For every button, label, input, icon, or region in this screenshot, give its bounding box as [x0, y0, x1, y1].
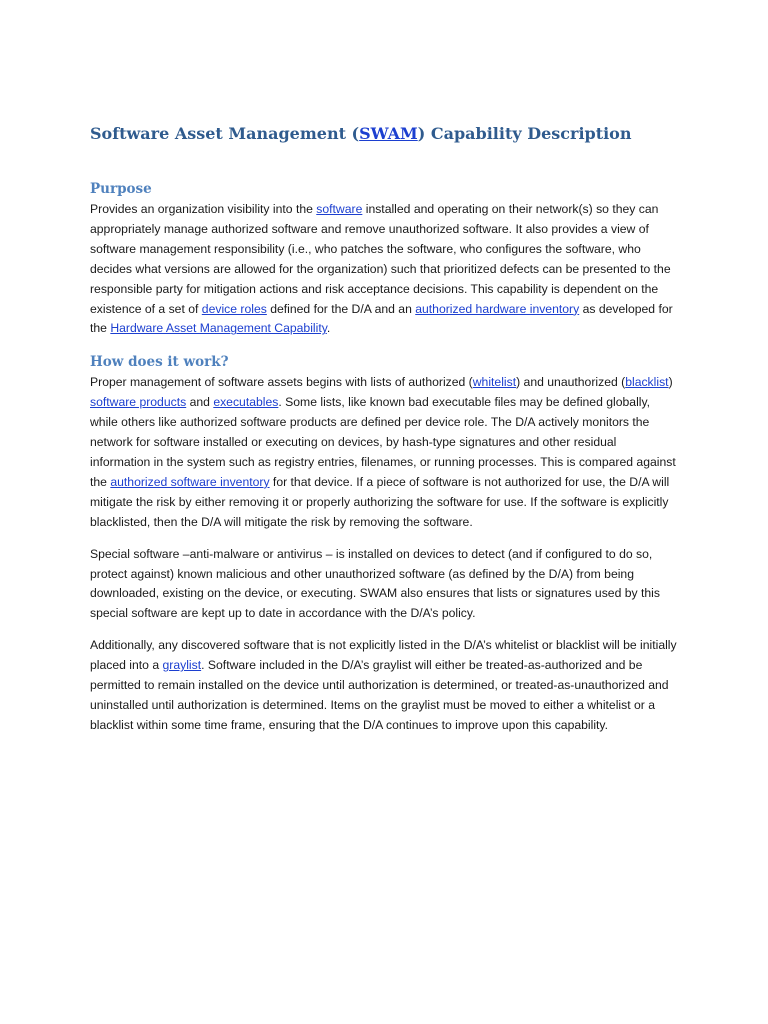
how-text-1: Proper management of software assets begins with lists of authorized ( — [90, 375, 473, 390]
how-text-6: for that device. If a piece of software is not authorized for use, the D/A will mitigate the risk by either removing it or properly authorizing the software for use. If the software is explicitly blacklisted, then the D/A will mitigate the risk by removing the software. — [90, 474, 670, 529]
software-link[interactable]: software — [316, 202, 363, 216]
purpose-text-3: defined for the D/A and an — [266, 301, 416, 316]
purpose-text-5: . — [326, 321, 331, 336]
how-text-2: ) and unauthorized ( — [516, 375, 626, 390]
purpose-heading: Purpose — [90, 181, 152, 197]
purpose-text-4: as developed for the — [90, 301, 673, 336]
authorized-hardware-inventory-link[interactable]: authorized hardware inventory — [415, 301, 580, 316]
how-text-5: . Some lists, like known bad executable files may be defined globally, while others like authorized software products are defined per device role. The D/A actively monitors the network for software installed or executing on devices, by hash-type signatures and other residual information in the system such as registry entries, filenames, or running processes. This is compared against the — [90, 395, 676, 489]
how-heading: How does it work? — [90, 354, 229, 371]
purpose-text-2: installed and operating on their network(s) so they can appropriately manage authorized software and remove unauthorized software. It also provides a view of software management responsibility (i.e., who patches the software, who configures the software, who decides what versions are allowed for the organization) such that prioritized defects can be presented to the responsible party for mitigation actions and risk acceptance decisions. This capability is dependent on the existence of a set of — [90, 202, 671, 316]
executables-link[interactable]: executables — [213, 395, 279, 410]
purpose-text-1: Provides an organization visibility into the — [90, 202, 317, 216]
purpose-paragraph — [90, 200, 680, 339]
blacklist-link[interactable]: blacklist — [625, 375, 669, 390]
device-roles-link[interactable]: device roles — [201, 301, 267, 316]
how-paragraph-1 — [90, 373, 680, 532]
how-paragraph-2: Special software –anti-malware or antivirus – is installed on devices to detect (and if configured to do so, protect against) known malicious and other unauthorized software (as defined by the D/A) from being downloaded, existing on the device, or executing. SWAM also ensures that lists or signatures used by this special software are kept up to date in accordance with the D/A’s policy. — [90, 546, 660, 621]
hardware-asset-management-link[interactable]: Hardware Asset Management Capability — [110, 321, 327, 336]
graylist-text-1: Additionally, any discovered software that is not explicitly listed in the D/A’s whitelist or blacklist will be initially placed into a — [90, 638, 677, 673]
title-prefix: Software Asset Management ( — [90, 124, 360, 143]
swam-link[interactable]: SWAM — [359, 124, 418, 143]
title-suffix: ) Capability Description — [417, 124, 632, 143]
document-page — [90, 122, 680, 736]
document-title — [90, 122, 680, 146]
graylist-text-2: . Software included in the D/A’s graylist will either be treated-as-authorized and be permitted to remain installed on the device until authorization is determined, or treated-as-unauthorized and uninstalled until authorization is determined. Items on the graylist must be moved to either a whitelist or a blacklist within some time frame, ensuring that the D/A continues to improve upon this capability. — [90, 658, 669, 732]
software-products-link[interactable]: software products — [90, 395, 187, 410]
how-text-4: and — [186, 395, 214, 410]
whitelist-link[interactable]: whitelist — [472, 375, 517, 390]
graylist-link[interactable]: graylist — [162, 658, 202, 673]
authorized-software-inventory-link[interactable]: authorized software inventory — [110, 474, 270, 489]
how-paragraph-3 — [90, 636, 680, 736]
how-text-3: ) — [668, 375, 673, 390]
